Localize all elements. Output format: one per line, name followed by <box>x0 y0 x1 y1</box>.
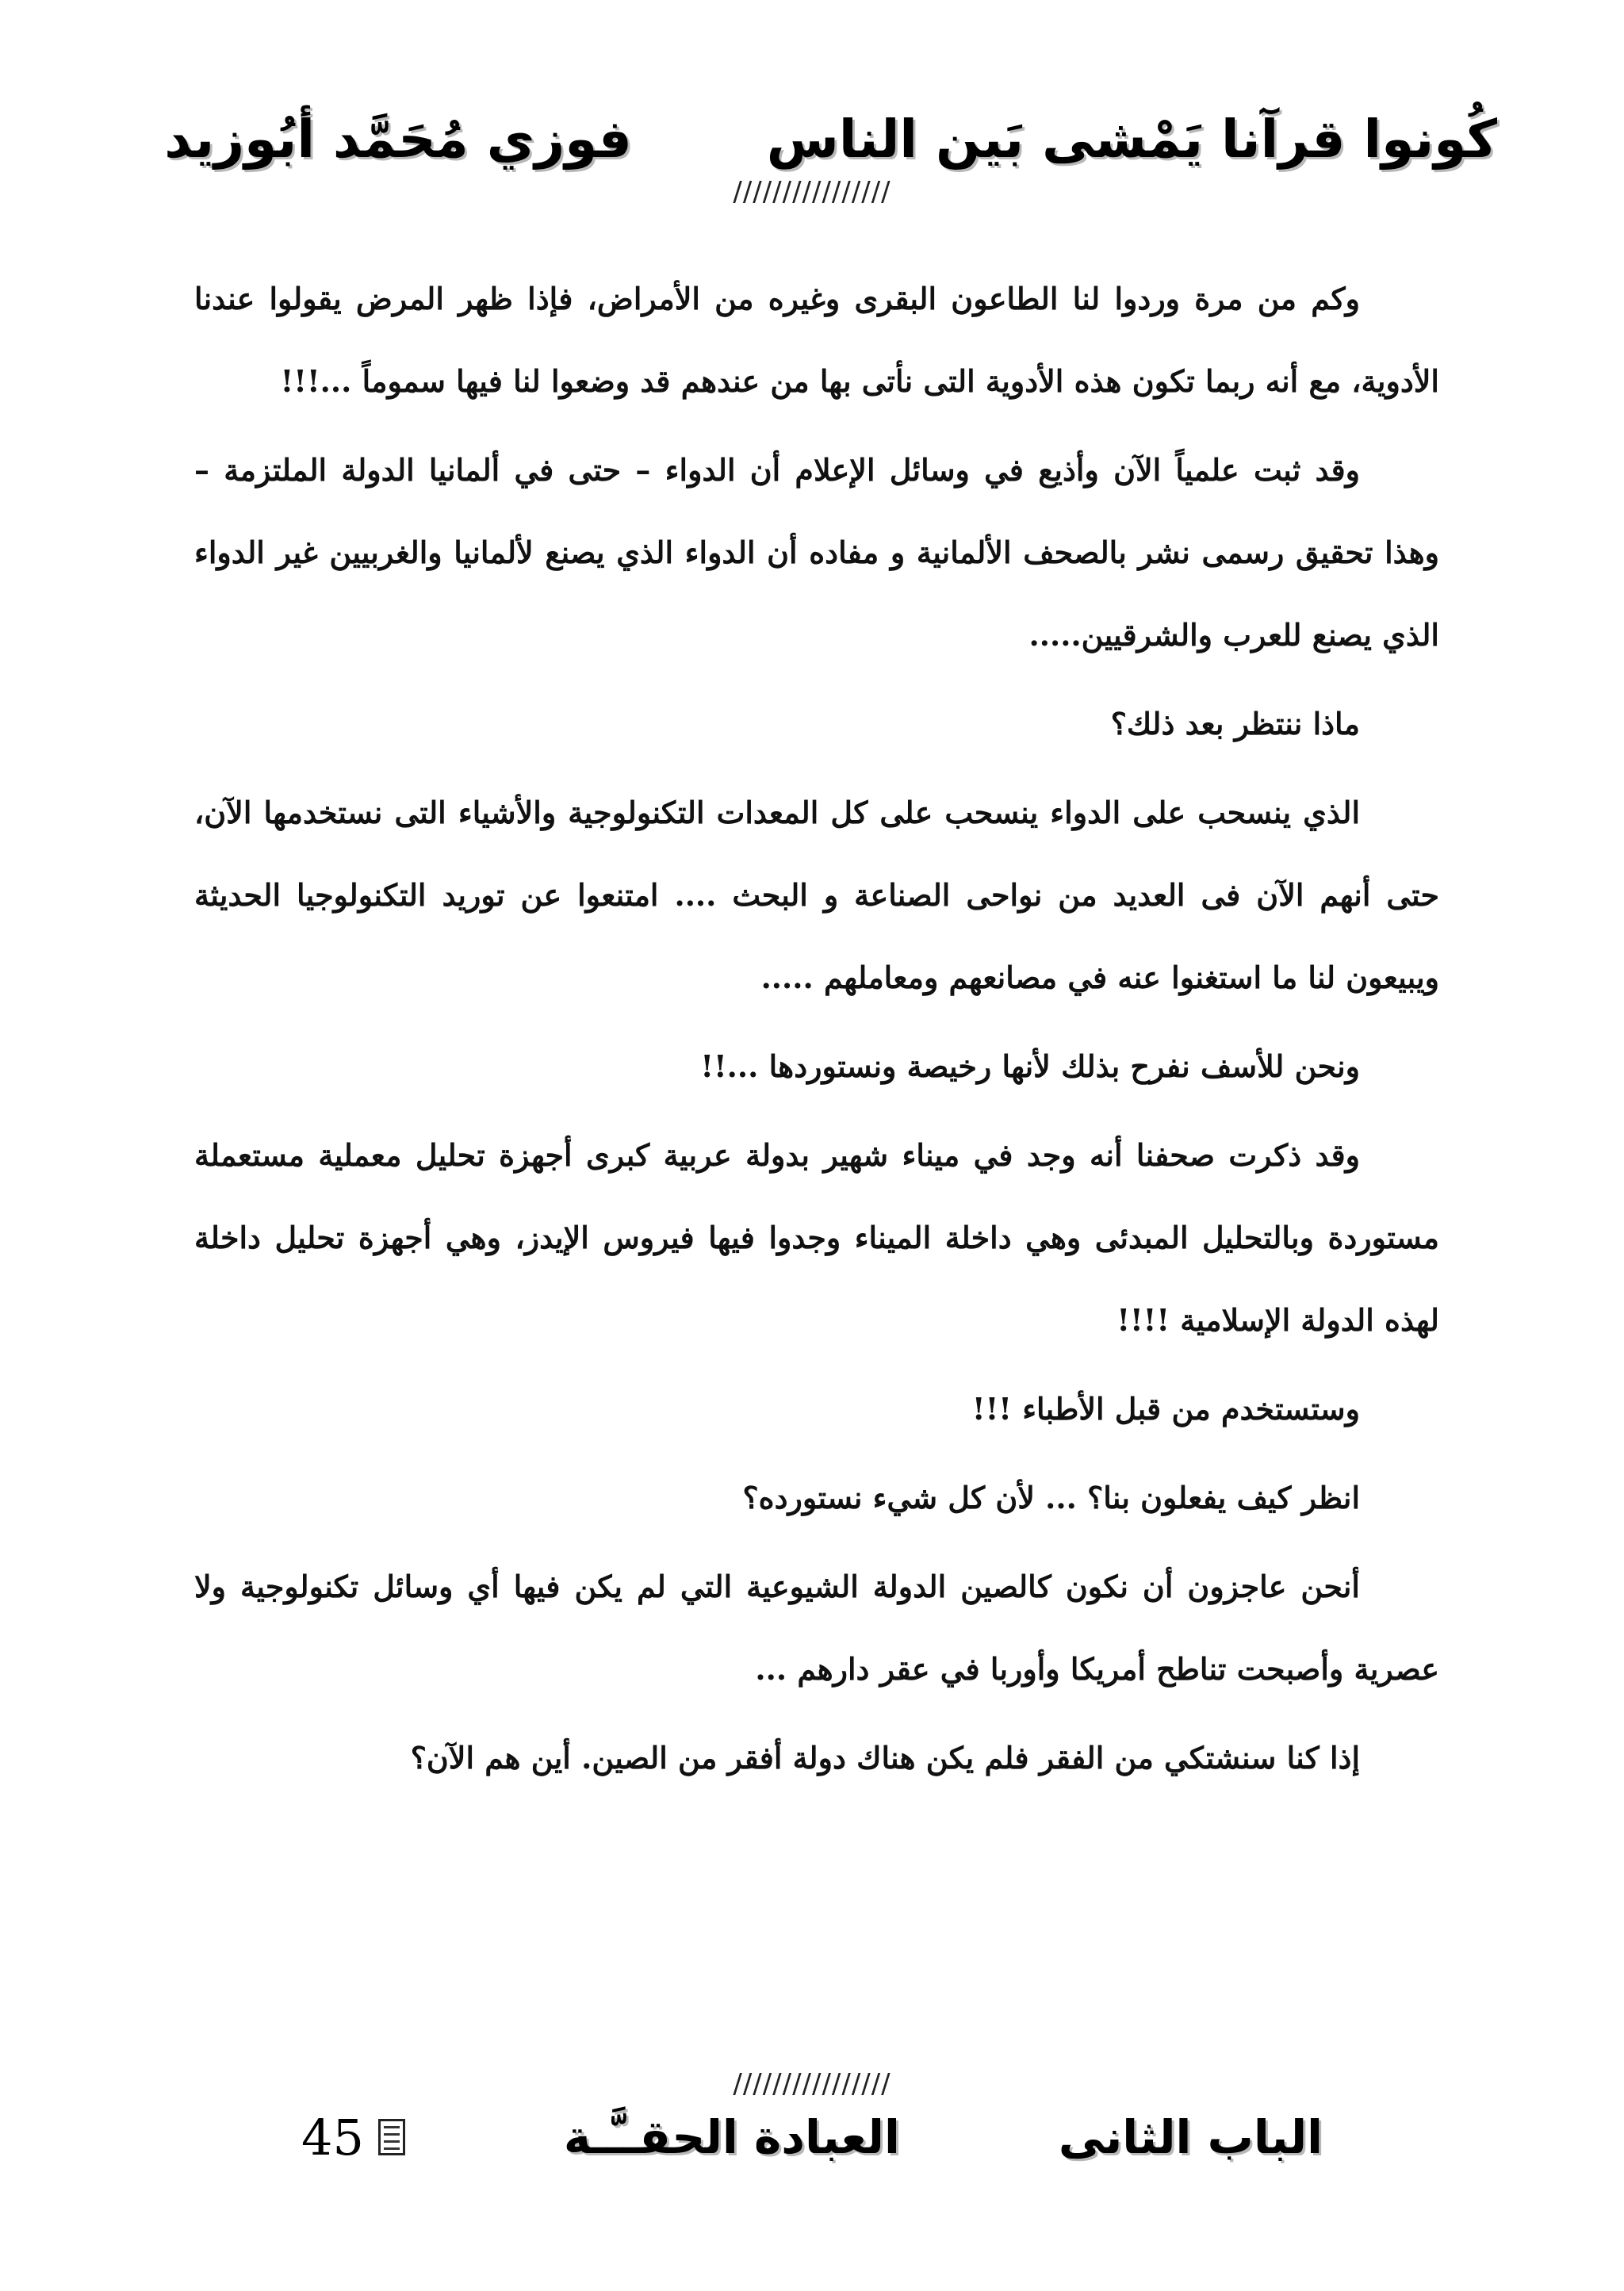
author-name: فوزي مُحَمَّد أبُوزيد <box>164 108 632 170</box>
paragraph: ماذا ننتظر بعد ذلك؟ <box>1110 706 1360 741</box>
paragraph: وستستخدم من قبل الأطباء !!! <box>971 1391 1360 1427</box>
paragraph: الذي ينسحب على الدواء ينسحب على كل المعدات التكنولوجية والأشياء التى نستخدمها الآن، حتى أنهم الآن فى العديد من نواحى الصناعة و البحث .... امتنعوا عن توريد التكنولوجيا الحديثة ويبيعون لنا ما استغنوا عنه في مصانعهم ومعاملهم ..... <box>194 795 1439 995</box>
paragraph: انظر كيف يفعلون بنا؟ ... لأن كل شيء نستورده؟ <box>742 1480 1360 1515</box>
top-divider: //////////////// <box>733 176 891 208</box>
paragraph: ونحن للأسف نفرح بذلك لأنها رخيصة ونستوردها ...!! <box>700 1048 1360 1084</box>
chapter-label: الباب الثانى <box>1058 2110 1323 2164</box>
book-icon <box>378 2119 405 2155</box>
book-title: كُونوا قرآنا يَمْشى بَين الناس <box>766 108 1497 170</box>
page-number: 45 <box>301 2108 364 2166</box>
running-footer <box>301 2094 1323 2181</box>
paragraph: وكم من مرة وردوا لنا الطاعون البقرى وغيره من الأمراض، فإذا ظهر المرض يقولوا عندنا الأدوية، مع أنه ربما تكون هذه الأدوية التى نأتى بها من عندهم قد وضعوا لنا فيها سموماً ...!!! <box>194 281 1439 399</box>
page-number-group <box>301 2109 405 2166</box>
running-header <box>164 95 1497 182</box>
paragraph: أنحن عاجزون أن نكون كالصين الدولة الشيوعية التي لم يكن فيها أي وسائل تكنولوجية ولا عصرية وأصبحت تناطح أمريكا وأوربا في عقر دارهم ... <box>194 1569 1439 1687</box>
paragraph: وقد ثبت علمياً الآن وأذيع في وسائل الإعلام أن الدواء – حتى في ألمانيا الدولة الملتزمة – وهذا تحقيق رسمى نشر بالصحف الألمانية و مفاده أن الدواء الذي يصنع لألمانيا والغربيين غير الدواء الذي يصنع للعرب والشرقيين..... <box>194 452 1439 653</box>
page-body <box>194 258 1439 1806</box>
section-label: العبادة الحقــَّـة <box>563 2110 900 2164</box>
paragraph: إذا كنا سنشتكي من الفقر فلم يكن هناك دولة أفقر من الصين. أين هم الآن؟ <box>410 1740 1360 1776</box>
paragraph: وقد ذكرت صحفنا أنه وجد في ميناء شهير بدولة عربية كبرى أجهزة تحليل معملية مستعملة مستوردة وبالتحليل المبدئى وهي داخلة الميناء وجدوا فيها فيروس الإيدز، وهي أجهزة تحليل داخلة لهذه الدولة الإسلامية !!!! <box>194 1137 1439 1338</box>
bottom-divider: //////////////// <box>733 2068 891 2100</box>
